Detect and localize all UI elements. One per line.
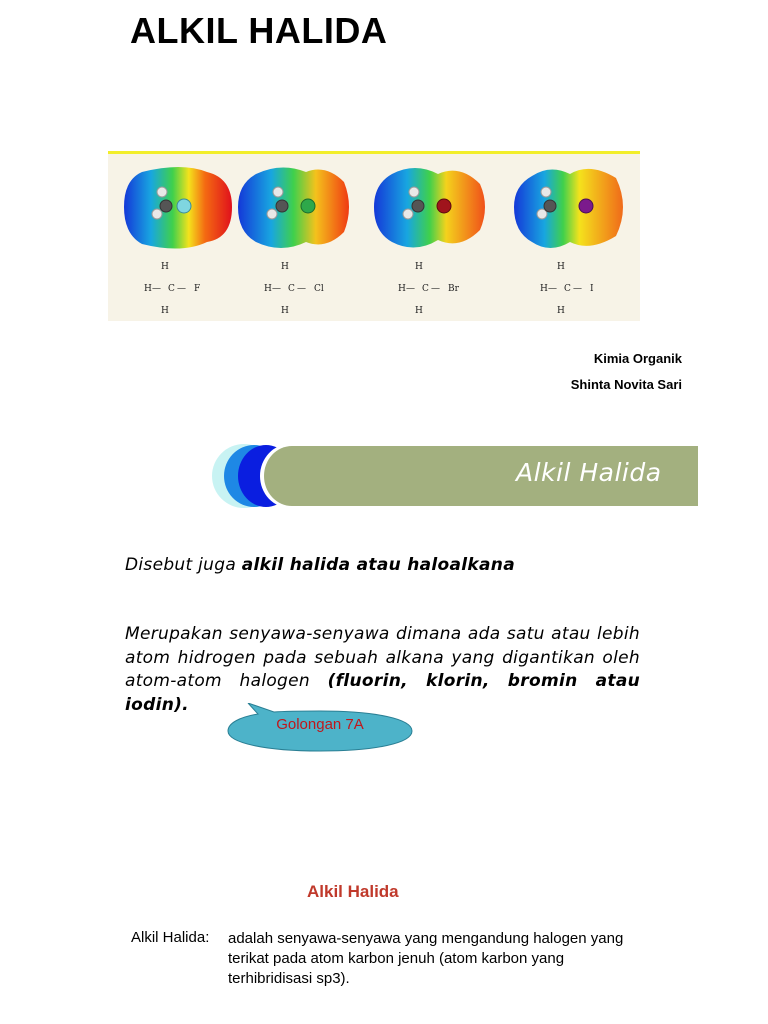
callout-label: Golongan 7A <box>276 716 364 733</box>
molecule-map-ch3br <box>370 162 492 252</box>
page-title: ALKIL HALIDA <box>130 10 388 51</box>
course-name: Kimia Organik <box>593 351 682 366</box>
structural-formula-ch3i: H H — C — I H <box>540 262 594 316</box>
definition-term: Alkil Halida: <box>131 929 210 946</box>
intro-line <box>125 555 515 575</box>
intro-emphasis: alkil halida atau haloalkana <box>241 555 515 575</box>
banner-title: Alkil Halida <box>516 458 662 487</box>
molecule-map-ch3i <box>510 162 632 252</box>
structural-formula-ch3br: H H — C — Br H <box>398 262 459 316</box>
author-name: Shinta Novita Sari <box>570 377 682 392</box>
molecule-map-ch3cl <box>236 162 358 252</box>
molecule-map-ch3f <box>122 162 244 252</box>
structural-formula-ch3f: H H — C — F H <box>144 262 201 316</box>
definition-paragraph-text: Merupakan senyawa-senyawa dimana ada satu atau lebih atom hidrogen pada sebuah alkana yang digantikan oleh atom-atom halogen <box>125 624 640 691</box>
electrostatic-potential-figure <box>108 151 640 321</box>
halogen-list: (fluorin, klorin, bromin atau iodin). <box>125 671 640 715</box>
section-heading: Alkil Halida <box>307 882 399 901</box>
definition-body: adalah senyawa-senyawa yang mengandung halogen yang terikat pada atom karbon jenuh (atom karbon yang terhibridisasi sp3). <box>228 930 624 987</box>
intro-prefix: Disebut juga <box>125 555 242 575</box>
structural-formula-ch3cl: H H — C — Cl H <box>264 262 324 316</box>
